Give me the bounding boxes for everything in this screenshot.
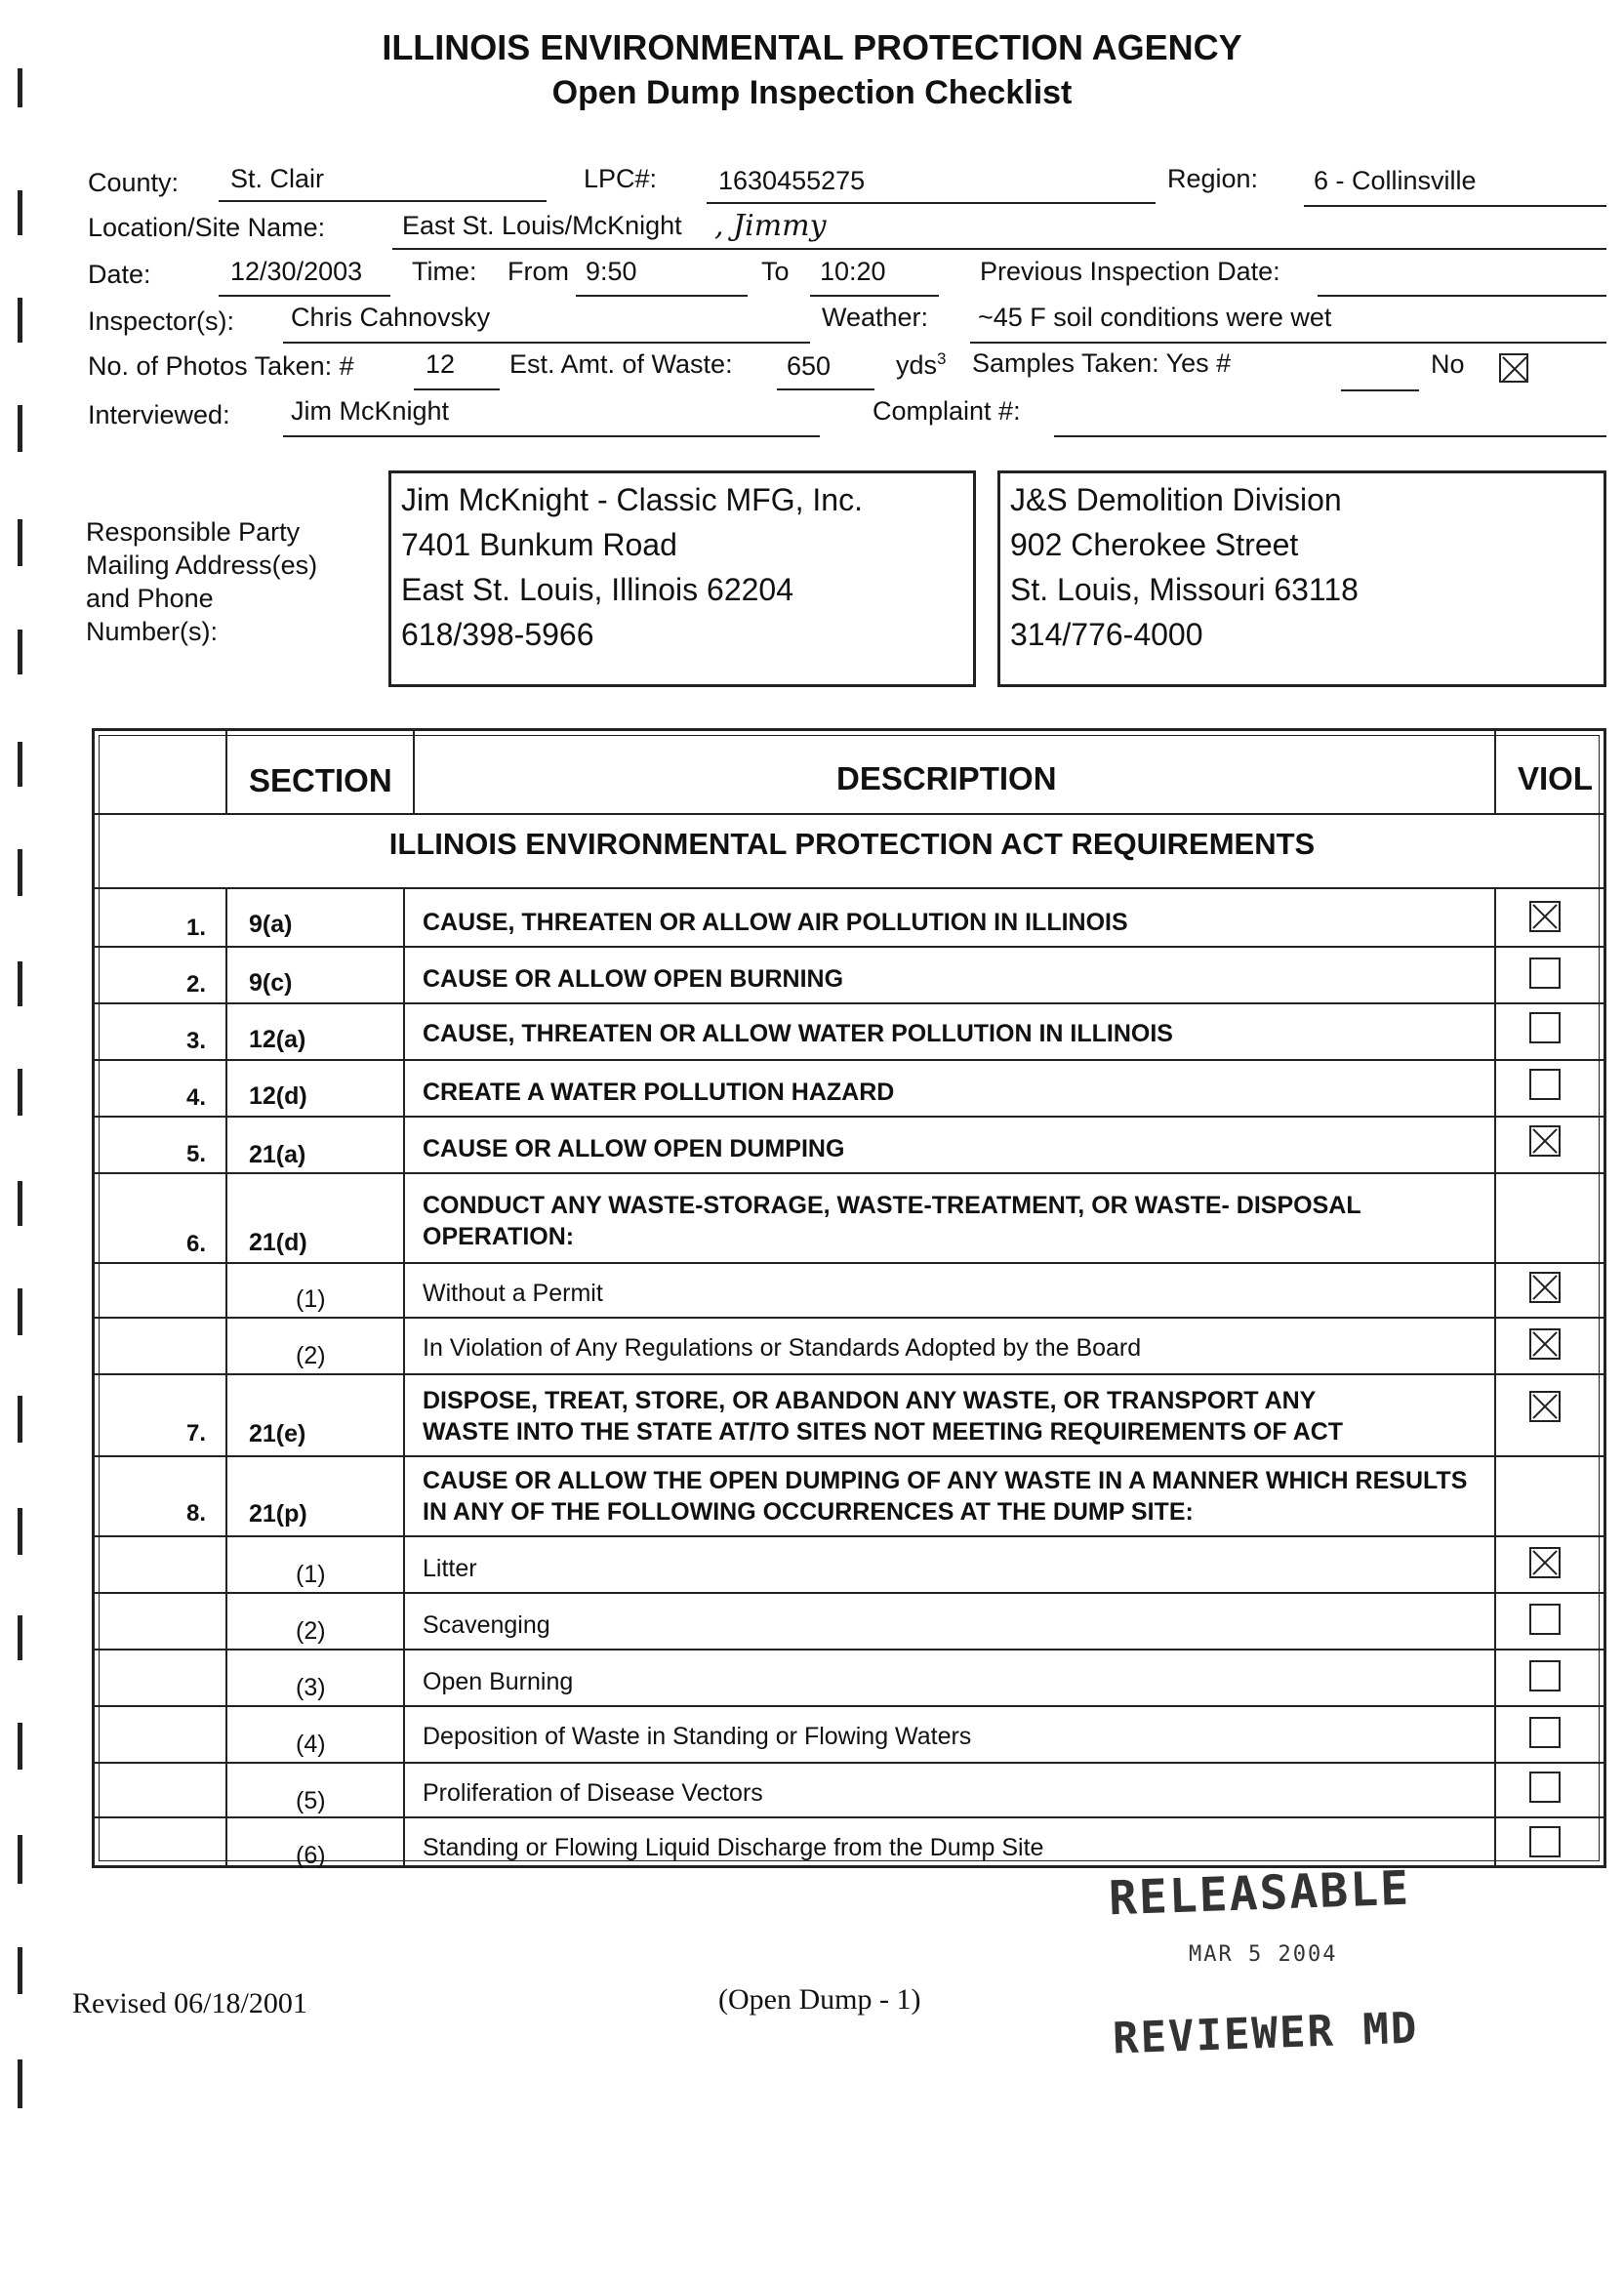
row-subitem: (1)	[296, 1561, 326, 1588]
row-section: 12(a)	[249, 1026, 306, 1053]
region-value: 6 - Collinsville	[1314, 166, 1477, 195]
viol-checkbox-row-4[interactable]	[1529, 1069, 1561, 1100]
row-number: 3.	[185, 1028, 206, 1054]
row-rule	[95, 1535, 1604, 1537]
waste-unit-superscript: 3	[937, 349, 947, 368]
interviewed-underline	[283, 435, 820, 437]
row-rule	[95, 1762, 1604, 1764]
responsible-label-line: and Phone	[86, 584, 214, 613]
row-number: 7.	[185, 1420, 206, 1447]
row-rule	[95, 1455, 1604, 1457]
waste-underline	[777, 388, 874, 390]
viol-checkbox-row-8-1[interactable]	[1529, 1547, 1561, 1578]
party2-phone: 314/776-4000	[1010, 617, 1203, 652]
row-description: CREATE A WATER POLLUTION HAZARD	[423, 1079, 895, 1106]
row-rule	[95, 1705, 1604, 1707]
row-rule	[95, 1262, 1604, 1264]
location-underline	[392, 248, 1606, 250]
weather-underline	[970, 342, 1606, 344]
row-rule	[95, 1649, 1604, 1650]
viol-checkbox-row-8-4[interactable]	[1529, 1717, 1561, 1748]
location-value: East St. Louis/McKnight	[402, 211, 682, 240]
inspector-underline	[283, 342, 810, 344]
waste-value: 650	[787, 351, 832, 381]
reviewer-stamp: REVIEWER MD	[1112, 2003, 1420, 2064]
revised-date: Revised 06/18/2001	[72, 1987, 307, 2019]
row-section: 12(d)	[249, 1082, 307, 1110]
row-description: Scavenging	[423, 1611, 550, 1639]
viol-checkbox-row-3[interactable]	[1529, 1012, 1561, 1043]
viol-checkbox-row-6-2[interactable]	[1529, 1328, 1561, 1360]
responsible-party-1-box	[388, 470, 976, 687]
row-section: 21(p)	[249, 1500, 307, 1528]
waste-label: Est. Amt. of Waste:	[509, 349, 733, 379]
row-section: 9(c)	[249, 969, 293, 997]
responsible-label-line: Mailing Address(es)	[86, 550, 318, 580]
time-label: Time:	[412, 257, 477, 286]
header-rule	[95, 813, 1604, 815]
row-subitem: (2)	[296, 1617, 326, 1645]
form-title: Open Dump Inspection Checklist	[551, 74, 1073, 111]
county-underline	[219, 200, 547, 202]
row-description: Deposition of Waste in Standing or Flowing Waters	[423, 1723, 972, 1750]
row-number: 1.	[185, 915, 206, 941]
row-description-line: WASTE INTO THE STATE AT/TO SITES NOT MEETING REQUIREMENTS OF ACT	[423, 1418, 1344, 1446]
row-description: In Violation of Any Regulations or Standards Adopted by the Board	[423, 1334, 1142, 1362]
row-rule	[95, 1816, 1604, 1818]
header-divider	[1494, 731, 1496, 813]
row-description-line: IN ANY OF THE FOLLOWING OCCURRENCES AT THE DUMP SITE:	[423, 1498, 1194, 1526]
lpc-value: 1630455275	[718, 166, 866, 195]
row-section: 21(a)	[249, 1141, 306, 1168]
row-description-line: CAUSE OR ALLOW THE OPEN DUMPING OF ANY WASTE IN A MANNER WHICH RESULTS	[423, 1467, 1468, 1494]
viol-checkbox-row-5[interactable]	[1529, 1125, 1561, 1157]
inspector-value: Chris Cahnovsky	[291, 303, 491, 332]
row-description: CAUSE OR ALLOW OPEN BURNING	[423, 965, 844, 993]
photos-label: No. of Photos Taken: #	[88, 351, 354, 381]
group-heading: ILLINOIS ENVIRONMENTAL PROTECTION ACT REQUIREMENTS	[388, 827, 1316, 861]
region-underline	[1304, 205, 1606, 207]
photos-underline	[414, 388, 500, 390]
col-divider	[403, 887, 405, 1867]
viol-checkbox-row-6-1[interactable]	[1529, 1272, 1561, 1303]
releasable-stamp: RELEASABLE	[1108, 1860, 1411, 1927]
row-rule	[95, 1317, 1604, 1319]
viol-checkbox-row-8-5[interactable]	[1529, 1772, 1561, 1803]
responsible-label-line: Number(s):	[86, 617, 219, 646]
samples-label: Samples Taken: Yes #	[972, 348, 1232, 378]
group-rule	[95, 887, 1604, 889]
col-divider	[1494, 887, 1496, 1867]
col-divider	[225, 887, 227, 1867]
col-header-viol: VIOL	[1518, 760, 1594, 796]
header-divider	[225, 731, 227, 813]
row-description	[423, 1190, 1361, 1252]
row-rule	[95, 1059, 1604, 1061]
checklist-table	[92, 728, 1606, 1868]
viol-checkbox-row-8-6[interactable]	[1529, 1826, 1561, 1857]
previous-inspection-label: Previous Inspection Date:	[980, 257, 1280, 286]
photos-value: 12	[426, 349, 456, 379]
party1-city: East St. Louis, Illinois 62204	[401, 572, 794, 607]
row-rule	[95, 1002, 1604, 1004]
time-from-value: 9:50	[586, 257, 637, 286]
party1-street: 7401 Bunkum Road	[401, 527, 677, 562]
row-section: 9(a)	[249, 911, 293, 938]
time-to-label: To	[761, 257, 790, 286]
row-rule	[95, 1592, 1604, 1594]
row-description: Open Burning	[423, 1668, 574, 1695]
county-value: St. Clair	[230, 164, 325, 193]
interviewed-value: Jim McKnight	[291, 396, 450, 426]
col-header-description: DESCRIPTION	[836, 760, 1057, 796]
previous-inspection-underline	[1318, 295, 1606, 297]
party2-city: St. Louis, Missouri 63118	[1010, 572, 1359, 607]
row-number: 8.	[185, 1500, 206, 1527]
responsible-party-2-box	[997, 470, 1606, 687]
stamp-date: MAR 5 2004	[1189, 1942, 1338, 1967]
row-description-line: DISPOSE, TREAT, STORE, OR ABANDON ANY WASTE, OR TRANSPORT ANY	[423, 1387, 1317, 1414]
time-from-underline	[576, 295, 748, 297]
time-from-label: From	[508, 257, 569, 286]
row-number: 5.	[185, 1141, 206, 1167]
row-section: 21(e)	[249, 1420, 306, 1447]
samples-yes-underline	[1341, 389, 1419, 391]
row-rule	[95, 1116, 1604, 1118]
row-description: Without a Permit	[423, 1280, 603, 1307]
lpc-label: LPC#:	[584, 164, 658, 193]
location-label: Location/Site Name:	[88, 213, 326, 242]
time-to-underline	[810, 295, 939, 297]
row-number: 2.	[185, 971, 206, 998]
page-label: (Open Dump - 1)	[718, 1983, 921, 2016]
lpc-underline	[707, 202, 1156, 204]
samples-no-checkbox[interactable]	[1499, 353, 1528, 383]
time-to-value: 10:20	[820, 257, 886, 286]
row-subitem: (2)	[296, 1342, 326, 1369]
responsible-label-line: Responsible Party	[86, 517, 301, 547]
row-description	[423, 1465, 1467, 1528]
viol-checkbox-row-7[interactable]	[1529, 1391, 1561, 1422]
weather-value: ~45 F soil conditions were wet	[978, 303, 1332, 332]
date-underline	[219, 295, 390, 297]
row-rule	[95, 946, 1604, 948]
county-label: County:	[88, 168, 180, 197]
row-description	[423, 1385, 1343, 1447]
region-label: Region:	[1167, 164, 1259, 193]
complaint-underline	[1054, 435, 1606, 437]
row-description: CAUSE OR ALLOW OPEN DUMPING	[423, 1135, 845, 1162]
row-description: Litter	[423, 1555, 477, 1582]
row-description-line: CONDUCT ANY WASTE-STORAGE, WASTE-TREATMENT, OR WASTE- DISPOSAL	[423, 1192, 1361, 1219]
row-rule	[95, 1172, 1604, 1174]
row-subitem: (4)	[296, 1731, 326, 1758]
row-description: Standing or Flowing Liquid Discharge from the Dump Site	[423, 1834, 1044, 1861]
date-label: Date:	[88, 260, 151, 289]
date-value: 12/30/2003	[230, 257, 363, 286]
row-subitem: (6)	[296, 1842, 326, 1869]
row-subitem: (3)	[296, 1674, 326, 1701]
row-description: CAUSE, THREATEN OR ALLOW AIR POLLUTION IN ILLINOIS	[423, 909, 1128, 936]
complaint-label: Complaint #:	[873, 396, 1021, 426]
row-description-line: OPERATION:	[423, 1223, 575, 1250]
row-subitem: (1)	[296, 1285, 326, 1313]
header-divider	[413, 731, 415, 813]
viol-checkbox-row-1[interactable]	[1529, 901, 1561, 932]
party1-name: Jim McKnight - Classic MFG, Inc.	[401, 482, 863, 517]
inspector-label: Inspector(s):	[88, 306, 235, 336]
location-handwritten-note: , Jimmy	[714, 209, 827, 243]
waste-unit	[896, 349, 947, 381]
interviewed-label: Interviewed:	[88, 400, 230, 429]
col-header-section: SECTION	[249, 762, 392, 798]
row-number: 6.	[185, 1231, 206, 1257]
row-rule	[95, 1373, 1604, 1375]
waste-unit-text: yds	[896, 350, 938, 380]
viol-checkbox-row-8-2[interactable]	[1529, 1604, 1561, 1635]
party2-street: 902 Cherokee Street	[1010, 527, 1299, 562]
viol-checkbox-row-2[interactable]	[1529, 958, 1561, 989]
viol-checkbox-row-8-3[interactable]	[1529, 1660, 1561, 1691]
agency-title: ILLINOIS ENVIRONMENTAL PROTECTION AGENCY	[382, 27, 1242, 67]
row-description: CAUSE, THREATEN OR ALLOW WATER POLLUTION IN ILLINOIS	[423, 1020, 1173, 1047]
row-description: Proliferation of Disease Vectors	[423, 1779, 763, 1807]
party2-name: J&S Demolition Division	[1010, 482, 1342, 517]
weather-label: Weather:	[822, 303, 929, 332]
row-subitem: (5)	[296, 1787, 326, 1814]
row-number: 4.	[185, 1084, 206, 1111]
row-section: 21(d)	[249, 1229, 307, 1256]
party1-phone: 618/398-5966	[401, 617, 594, 652]
responsible-party-label	[86, 515, 317, 648]
samples-no-label: No	[1431, 349, 1465, 379]
